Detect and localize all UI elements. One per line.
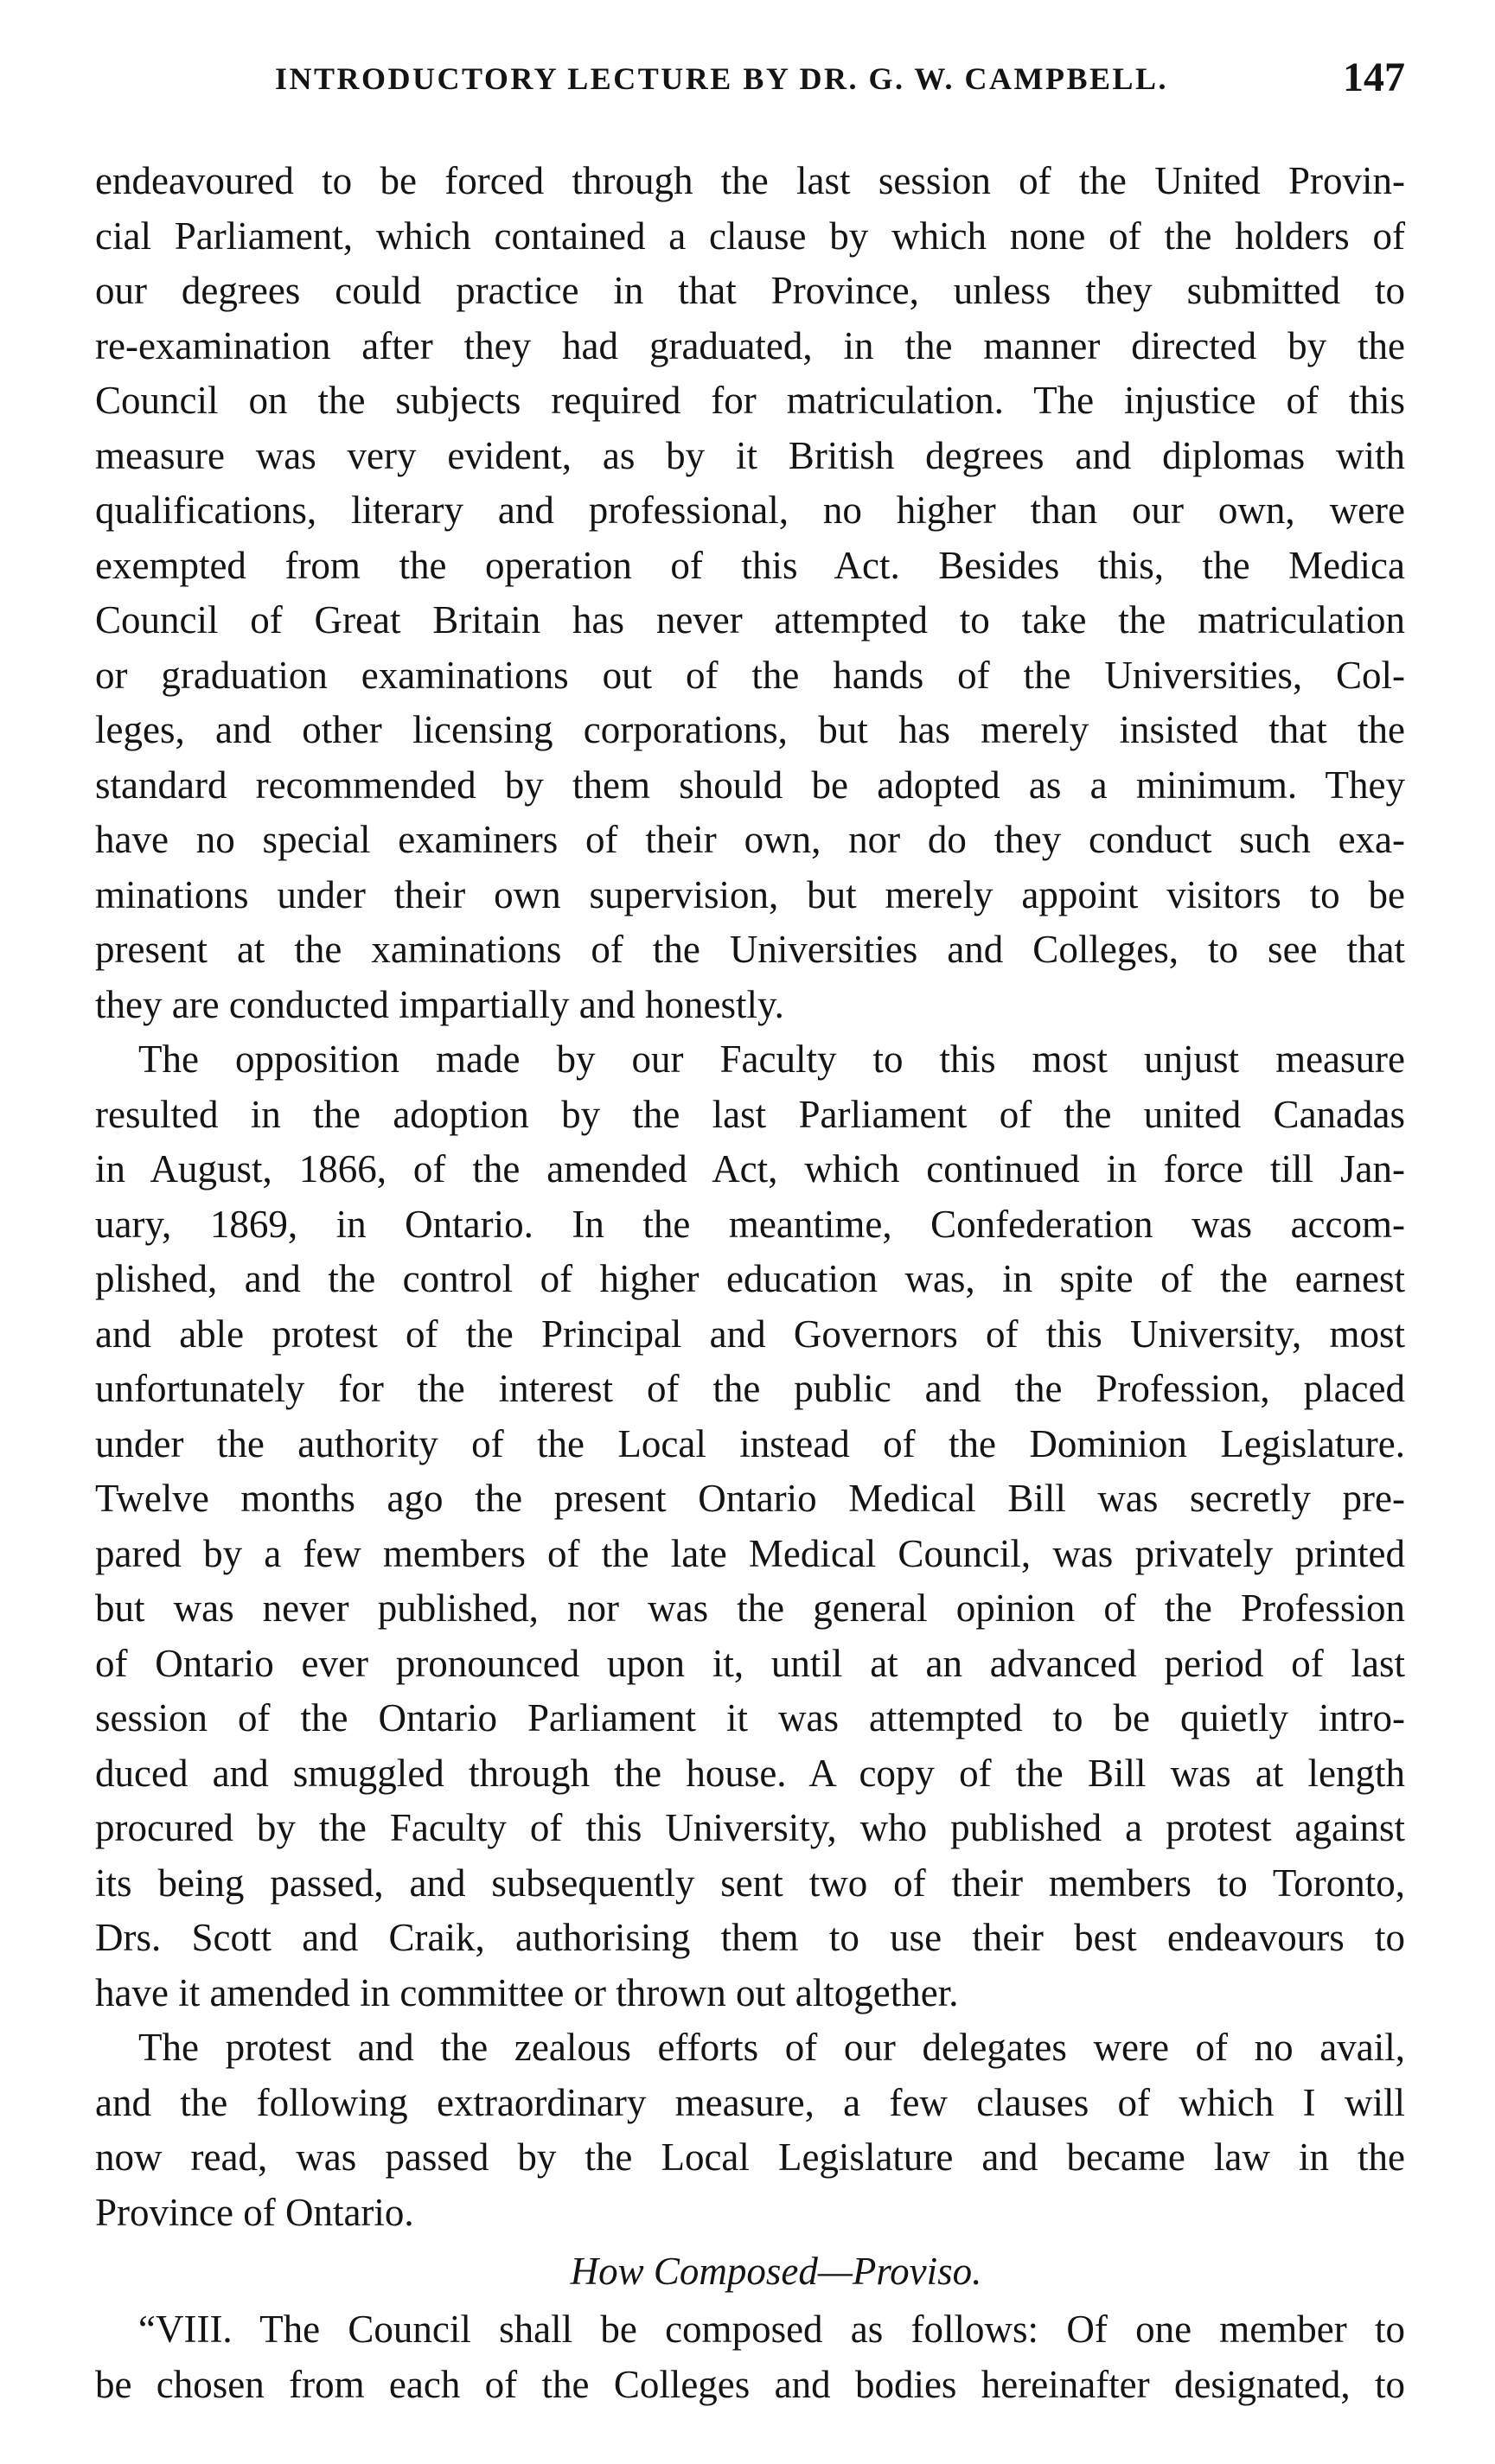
text-line: its being passed, and subsequently sent two of their members to Toronto, [95,1861,1405,1905]
text-line: plished, and the control of higher education was, in spite of the earnest [95,1257,1405,1300]
text-line: Drs. Scott and Craik, authorising them to use their best endeavours to [95,1916,1405,1959]
text-line: Twelve months ago the present Ontario Medical Bill was secretly pre- [95,1477,1405,1520]
text-line: and the following extraordinary measure, a few clauses of which I will [95,2080,1405,2124]
text-line: in August, 1866, of the amended Act, which continued in force till Jan- [95,1147,1405,1191]
text-line: cial Parliament, which contained a clause by which none of the holders of [95,214,1405,258]
running-head [95,54,1405,114]
text-line: duced and smuggled through the house. A copy of the Bill was at length [95,1751,1405,1795]
text-line: resulted in the adoption by the last Parliament of the united Canadas [95,1092,1405,1136]
body-text [95,154,1405,2412]
paragraph-1 [95,154,1405,1032]
text-line: they are conducted impartially and honestly. [95,982,784,1026]
text-line: under the authority of the Local instead of the Dominion Legislature. [95,1421,1405,1465]
page-number: 147 [1343,54,1405,100]
text-line: endeavoured to be forced through the last session of the United Provin- [95,159,1405,202]
section-subheading: How Composed—Proviso. [570,2250,982,2293]
text-line: of Ontario ever pronounced upon it, until at an advanced period of last [95,1641,1405,1685]
text-line: now read, was passed by the Local Legislature and became law in the [95,2135,1405,2179]
running-title: INTRODUCTORY LECTURE BY DR. G. W. CAMPBELL. [275,61,1169,96]
text-line: “VIII. The Council shall be composed as follows: Of one member to [138,2308,1405,2351]
text-line: Province of Ontario. [95,2190,414,2234]
text-line: session of the Ontario Parliament it was attempted to be quietly intro- [95,1696,1405,1739]
text-line: The opposition made by our Faculty to this most unjust measure [138,1037,1405,1081]
paragraph-2 [95,1032,1405,2020]
text-line: have it amended in committee or thrown out altogether. [95,1970,959,2014]
text-line: pared by a few members of the late Medical Council, was privately printed [95,1531,1405,1575]
paragraph-3 [95,2020,1405,2240]
text-line: Council on the subjects required for matriculation. The injustice of this [95,379,1405,422]
text-line: qualifications, literary and professional, no higher than our own, were [95,488,1405,532]
text-line: and able protest of the Principal and Governors of this University, most [95,1312,1405,1356]
text-line: leges, and other licensing corporations, but has merely insisted that the [95,708,1405,751]
text-line: Council of Great Britain has never attempted to take the matriculation [95,598,1405,642]
quoted-clause-paragraph [95,2302,1405,2412]
text-line: The protest and the zealous efforts of our delegates were of no avail, [138,2026,1405,2069]
text-line: present at the xaminations of the Universities and Colleges, to see that [95,928,1405,971]
text-line: procured by the Faculty of this University, who published a protest against [95,1806,1405,1849]
text-line: uary, 1869, in Ontario. In the meantime, Confederation was accom- [95,1202,1405,1246]
text-line: re-examination after they had graduated, in the manner directed by the [95,323,1405,367]
text-line: or graduation examinations out of the hands of the Universities, Col- [95,653,1405,697]
text-line: be chosen from each of the Colleges and bodies hereinafter designated, to [95,2362,1405,2406]
text-line: but was never published, nor was the general opinion of the Profession [95,1586,1405,1630]
text-line: exempted from the operation of this Act. Besides this, the Medica [95,543,1405,587]
text-line: standard recommended by them should be adopted as a minimum. They [95,763,1405,807]
text-line: have no special examiners of their own, nor do they conduct such exa- [95,818,1405,861]
text-line: measure was very evident, as by it British degrees and diplomas with [95,433,1405,477]
text-line: unfortunately for the interest of the public and the Profession, placed [95,1367,1405,1410]
text-line: minations under their own supervision, but merely appoint visitors to be [95,872,1405,916]
text-line: our degrees could practice in that Province, unless they submitted to [95,269,1405,312]
